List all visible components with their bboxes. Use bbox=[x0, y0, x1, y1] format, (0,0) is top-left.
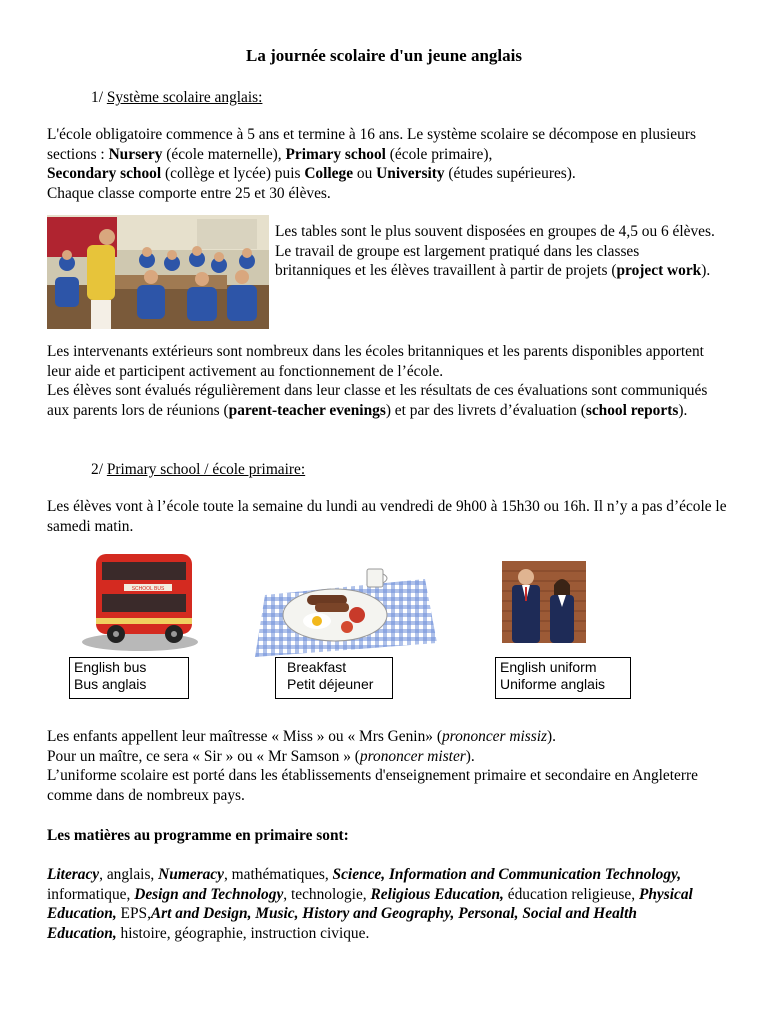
term-parent-teacher-evenings: parent-teacher evenings bbox=[228, 401, 386, 419]
subjects-heading: Les matières au programme en primaire sont: bbox=[47, 827, 349, 844]
text: Chaque classe comporte entre 25 et 30 élèves. bbox=[47, 184, 331, 202]
pronunciation-note: prononcer mister bbox=[359, 747, 466, 765]
text: Les intervenants extérieurs sont nombreux dans les écoles britanniques et les parents disponibles apportent leur aide et participent activement au fonctionnement de l’école. bbox=[47, 343, 704, 380]
term-college: College bbox=[304, 165, 354, 183]
pronunciation-note: prononcer missiz bbox=[441, 728, 547, 745]
subject-translation: informatique, bbox=[47, 885, 135, 903]
text: ). bbox=[701, 262, 711, 280]
term-primary-school: Primary school bbox=[285, 145, 386, 163]
classroom-photo bbox=[47, 215, 269, 329]
subject-name: Religious Education, bbox=[370, 885, 504, 903]
caption-line-english: Breakfast bbox=[287, 659, 347, 675]
breakfast-illustration bbox=[255, 565, 437, 657]
bus-illustration bbox=[78, 548, 198, 654]
text: (école maternelle), bbox=[162, 145, 286, 163]
uniform-image bbox=[502, 561, 586, 643]
text: ). bbox=[546, 728, 556, 745]
uniform-illustration bbox=[502, 561, 586, 643]
text: ). bbox=[465, 747, 475, 765]
caption-breakfast bbox=[275, 657, 393, 699]
term-secondary-school: Secondary school bbox=[47, 165, 162, 183]
classroom-illustration bbox=[47, 215, 269, 329]
subject-translation: , mathématiques, bbox=[223, 866, 333, 883]
text: ). bbox=[678, 401, 688, 419]
classroom-description bbox=[275, 222, 715, 281]
subject-translation: EPS, bbox=[116, 905, 151, 923]
text: Les enfants appellent leur maîtresse « Miss » ou « Mrs Genin» ( bbox=[47, 728, 442, 745]
text: L'école obligatoire commence à 5 ans et termine à 16 ans. Le système scolaire se décompose en plusieurs sections : bbox=[47, 126, 696, 163]
text: Pour un maître, ce sera « Sir » ou « Mr Samson » ( bbox=[47, 747, 360, 765]
subject-name: Numeracy bbox=[158, 866, 224, 883]
subject-name: Art and Design, Music, History and Geography, Personal, Social and Health Education, bbox=[47, 905, 637, 942]
bus-image bbox=[78, 548, 198, 654]
term-project-work: project work bbox=[616, 262, 702, 280]
caption-line-french: Uniforme anglais bbox=[500, 676, 606, 692]
caption-line-french: Petit déjeuner bbox=[287, 676, 374, 692]
subject-translation: éducation religieuse, bbox=[503, 885, 639, 903]
subject-name: Science, Information and Communication Technology, bbox=[332, 866, 682, 883]
text: Les tables sont le plus souvent disposées en groupes de 4,5 ou 6 élèves. bbox=[275, 223, 715, 240]
caption-line-english: English bus bbox=[74, 659, 147, 675]
subject-name: Literacy bbox=[47, 866, 100, 883]
section-2-title: Primary school / école primaire: bbox=[106, 461, 306, 478]
text: (études supérieures). bbox=[444, 165, 576, 183]
term-nursery: Nursery bbox=[108, 145, 163, 163]
school-system-paragraph bbox=[47, 125, 727, 203]
subject-translation: , technologie, bbox=[283, 885, 371, 903]
document-title: La journée scolaire d'un jeune anglais bbox=[246, 46, 522, 65]
term-university: University bbox=[376, 165, 445, 183]
subject-name: Design and Technology bbox=[134, 885, 284, 903]
bus-sign: SCHOOL BUS bbox=[131, 586, 165, 592]
section-2-heading bbox=[91, 460, 305, 480]
subject-translation: , anglais, bbox=[99, 866, 159, 883]
subject-translation: histoire, géographie, instruction civique. bbox=[116, 924, 370, 942]
evaluation-paragraph bbox=[47, 342, 727, 420]
section-2-number: 2/ bbox=[91, 461, 103, 478]
subjects-list bbox=[47, 865, 707, 943]
text: ) et par des livrets d’évaluation ( bbox=[385, 401, 586, 419]
text: Les élèves sont évalués régulièrement dans leur classe et les résultats de ces évaluations sont communiqués aux parents lors de réunions ( bbox=[47, 382, 708, 419]
breakfast-image bbox=[255, 565, 437, 657]
subject-name: Physical Education, bbox=[47, 885, 693, 923]
school-week-paragraph: Les élèves vont à l’école toute la semaine du lundi au vendredi de 9h00 à 15h30 ou 16h. Il n’y a pas d’école le samedi matin. bbox=[47, 498, 727, 535]
text: Le travail de groupe est largement pratiqué dans les classes britanniques et les élèves travaillent à partir de projets ( bbox=[275, 242, 640, 280]
term-school-reports: school reports bbox=[585, 401, 679, 419]
caption-uniform bbox=[495, 657, 631, 699]
text: (école primaire), bbox=[385, 145, 493, 163]
caption-line-french: Bus anglais bbox=[74, 676, 147, 692]
section-1-title: Système scolaire anglais: bbox=[106, 89, 263, 106]
caption-line-english: English uniform bbox=[500, 659, 597, 675]
section-1-heading bbox=[91, 88, 262, 108]
text: L’uniforme scolaire est porté dans les établissements d'enseignement primaire et secondaire en Angleterre comme dans de nombreux pays. bbox=[47, 767, 698, 804]
section-1-number: 1/ bbox=[91, 89, 103, 106]
caption-bus bbox=[69, 657, 189, 699]
text: ou bbox=[353, 165, 377, 183]
text: (collège et lycée) puis bbox=[161, 165, 305, 183]
teachers-paragraph bbox=[47, 727, 727, 805]
